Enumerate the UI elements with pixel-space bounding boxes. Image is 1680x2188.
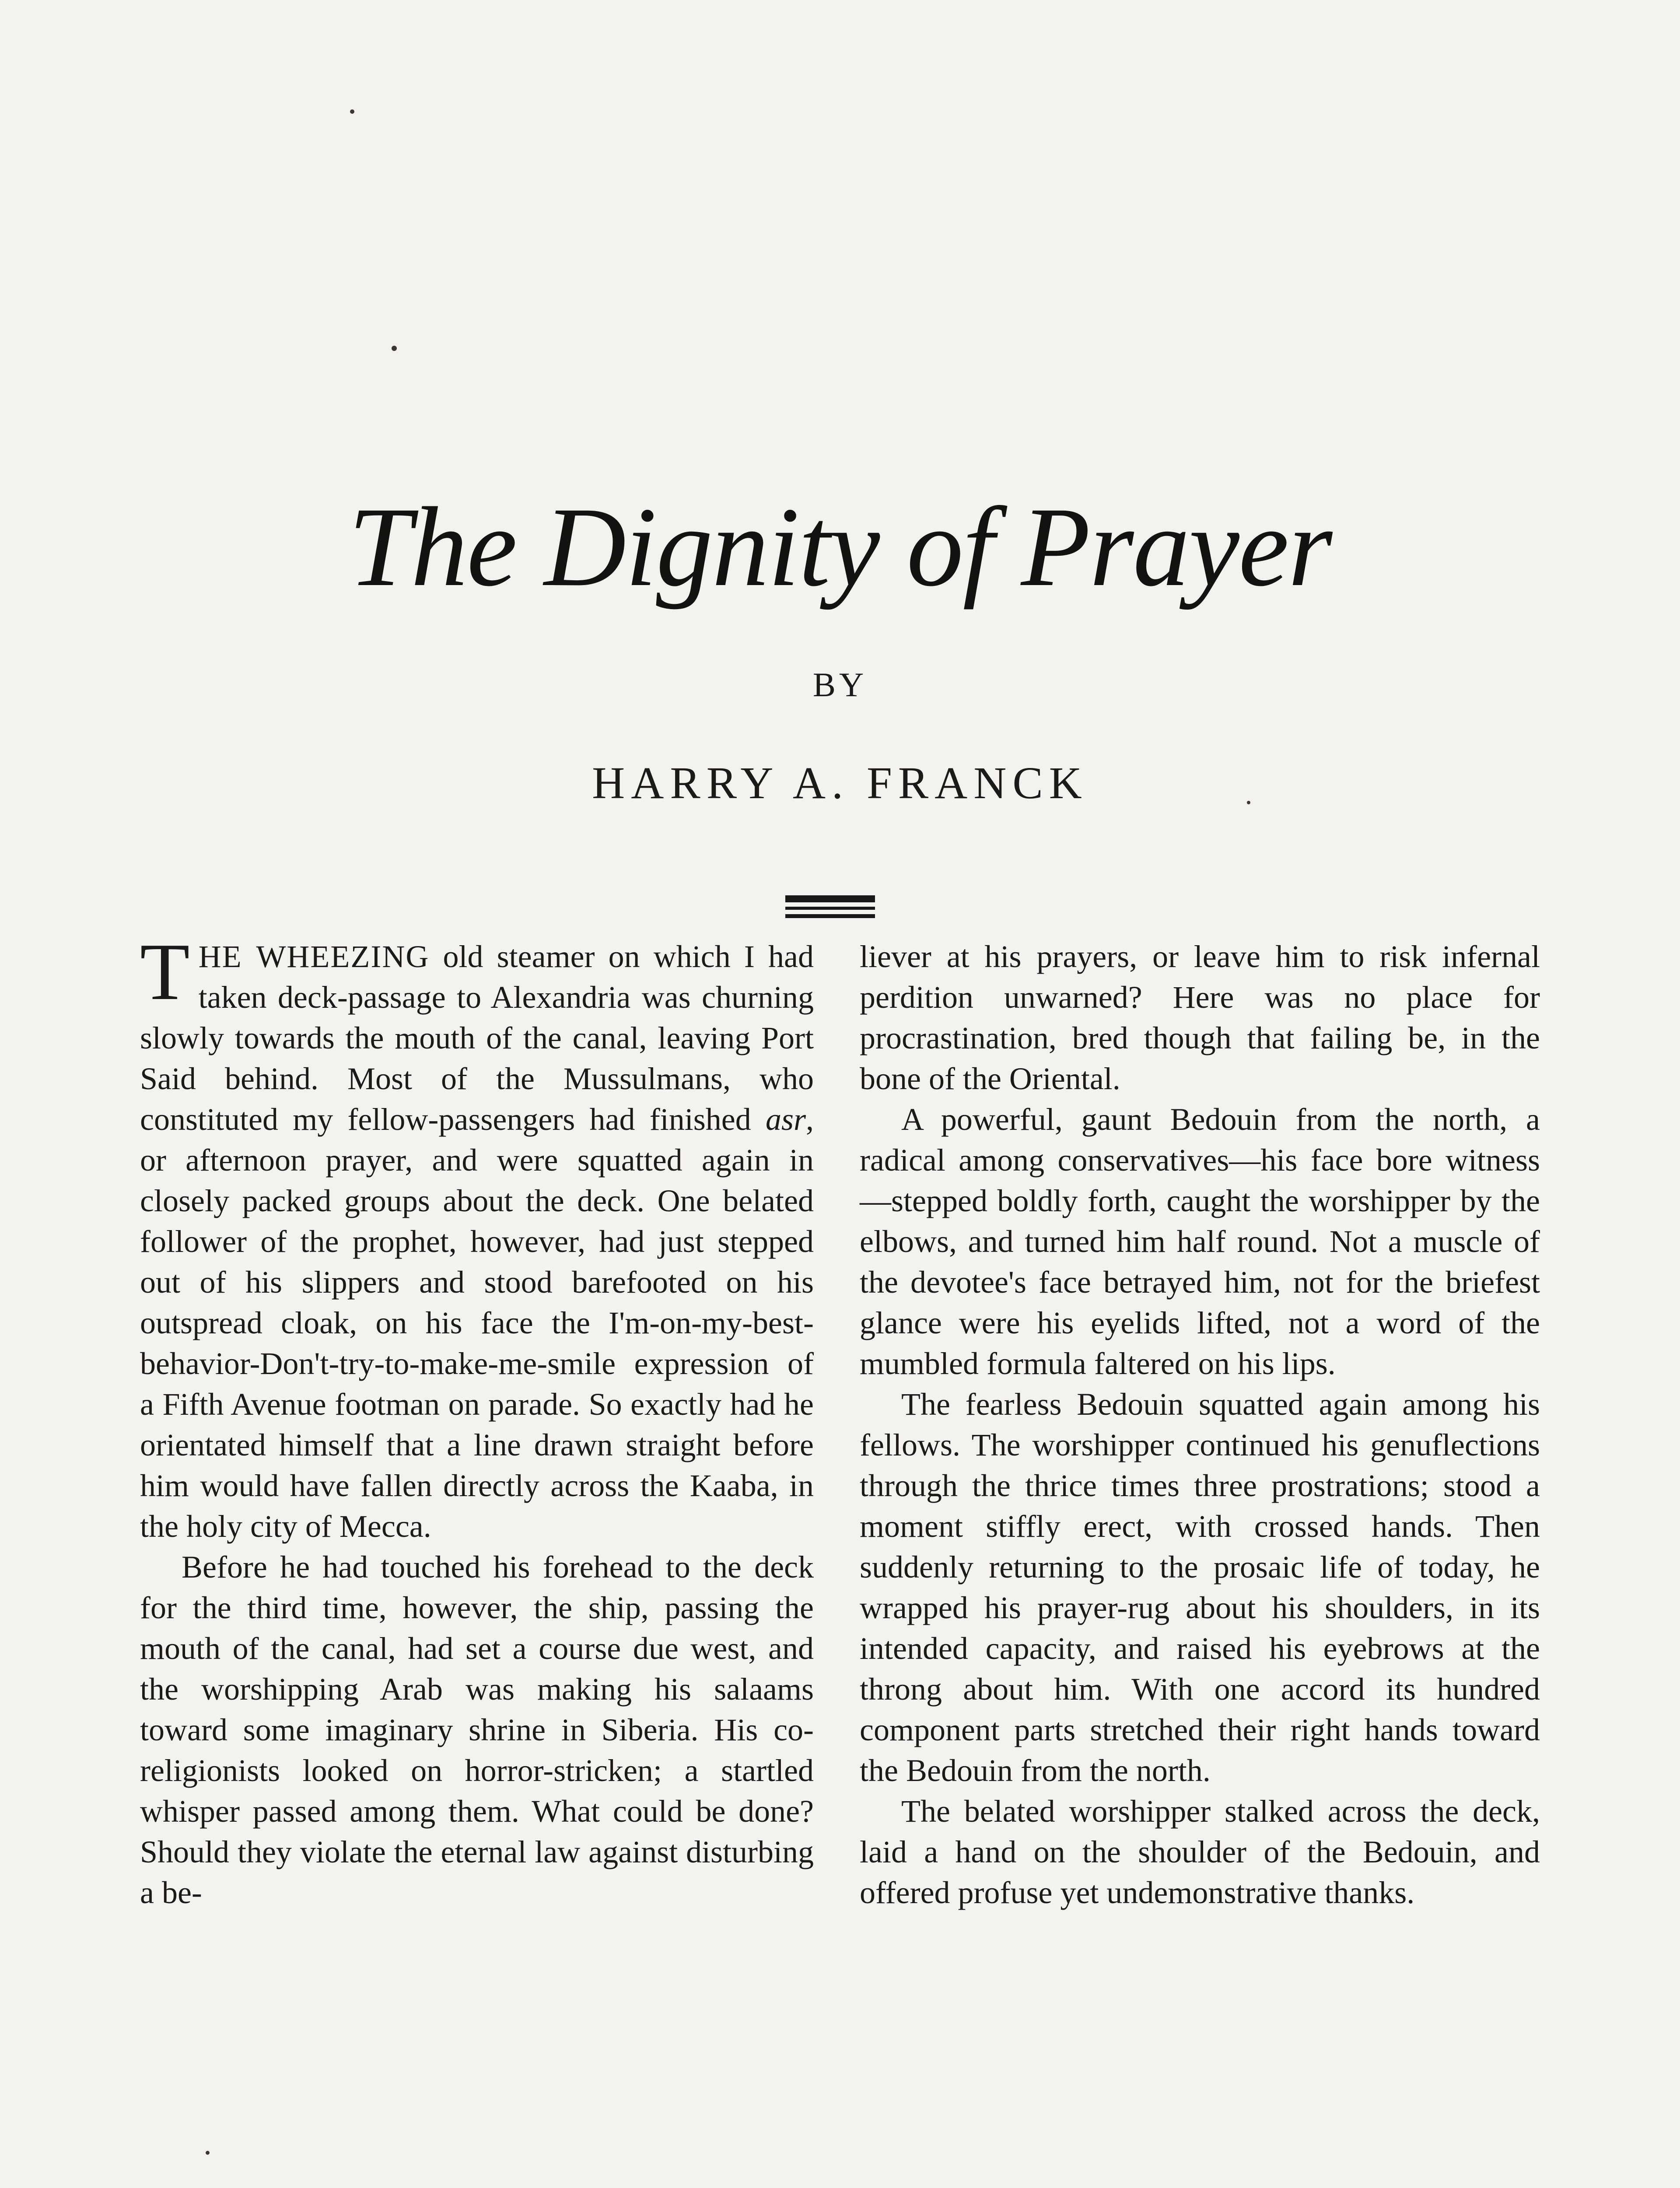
paragraph-5: The belated worshipper stalked across the deck, laid a hand on the shoulder of the Bedouin, and offered profuse yet undemonstrative thanks.	[860, 1794, 1540, 1910]
paragraph-3: A powerful, gaunt Bedouin from the north, a radical among conservatives—his face bore witness—stepped boldly forth, caught the worshipper by the elbows, and turned him half round. Not a muscle of the devotee's face betrayed him, not for the briefest glance were his eyelids lifted, not a word of the mumbled formula faltered on his lips.	[860, 1102, 1540, 1381]
lead-in: HE WHEEZING	[198, 939, 430, 974]
ink-speck	[350, 109, 354, 114]
left-column	[140, 927, 814, 1913]
author-name: HARRY A. FRANCK	[592, 758, 1088, 808]
italic-term: asr	[765, 1102, 806, 1137]
byline-label: BY	[812, 666, 868, 704]
paragraph-text: , or afternoon prayer, and were squatted again in closely packed groups about the deck. One belated follower of the prophet, however, had just stepped out of his slippers and stood barefooted on his outspread cloak, on his face the I'm-on-my-best-behavior-Don't-try-to-make-me-smile expression of a Fifth Avenue footman on parade. So exactly had he orientated himself that a line drawn straight before him would have fallen directly across the Kaaba, in the holy city of Mecca.	[140, 1102, 814, 1544]
ink-speck	[392, 346, 397, 351]
paragraph-1	[140, 927, 814, 1547]
right-column	[860, 936, 1540, 1913]
drop-cap: T	[140, 927, 190, 1017]
ornamental-rule	[785, 895, 875, 920]
paragraph-text: old steamer on which I had taken deck-passage to Alexandria was churning slowly towards the mouth of the canal, leaving Port Said behind. Most of the Mussulmans, who constituted my fellow-passengers had finished	[140, 939, 814, 1137]
paragraph-4: The fearless Bedouin squatted again among his fellows. The worshipper continued his genuflections through the thrice times three prostrations; stood a moment stiffly erect, with crossed hands. Then suddenly returning to the prosaic life of today, he wrapped his prayer-rug about his shoulders, in its intended capacity, and raised his eyebrows at the throng about him. With one accord its hundred component parts stretched their right hands toward the Bedouin from the north.	[860, 1387, 1540, 1788]
ink-speck	[206, 2151, 210, 2155]
paragraph-continued: liever at his prayers, or leave him to risk infernal perdition unwarned? Here was no place for procrastination, bred though that failing be, in the bone of the Oriental.	[860, 939, 1540, 1096]
article-title: The Dignity of Prayer	[348, 484, 1332, 610]
paragraph-2: Before he had touched his forehead to the deck for the third time, however, the ship, passing the mouth of the canal, had set a course due west, and the worshipping Arab was making his salaams toward some imaginary shrine in Siberia. His co-religionists looked on horror-stricken; a startled whisper passed among them. What could be done? Should they violate the eternal law against disturbing a be-	[140, 1550, 814, 1910]
